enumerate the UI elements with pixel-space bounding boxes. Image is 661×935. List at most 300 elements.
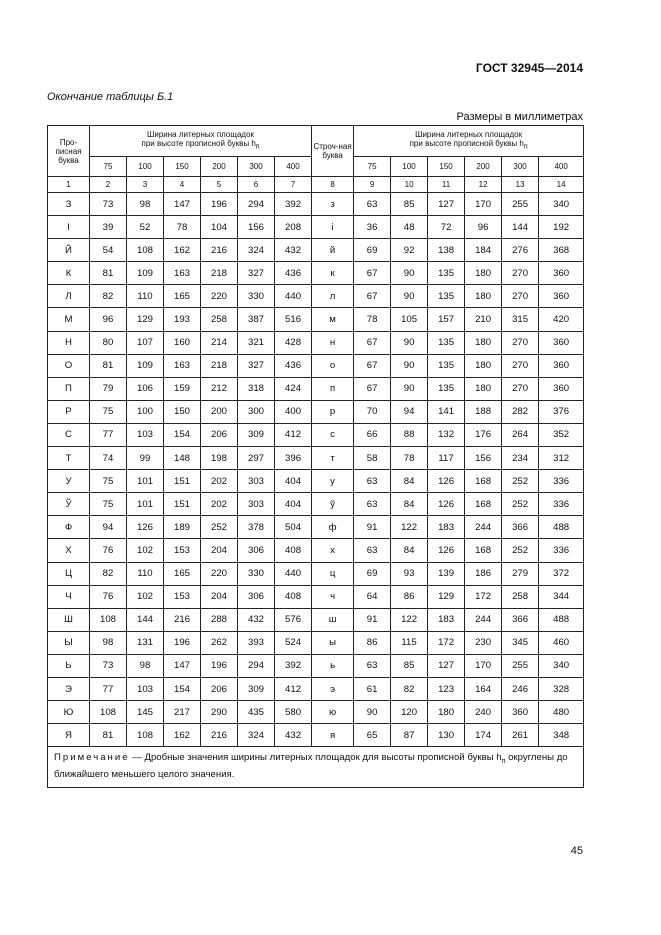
lower-letter-cell: м bbox=[312, 308, 354, 331]
lower-width-cell: 360 bbox=[539, 262, 584, 285]
lower-width-cell: 93 bbox=[391, 562, 428, 585]
upper-width-cell: 145 bbox=[127, 701, 164, 724]
table-row bbox=[48, 423, 584, 446]
lower-width-cell: 192 bbox=[539, 216, 584, 239]
lower-width-cell: 366 bbox=[502, 608, 539, 631]
lower-width-cell: 117 bbox=[428, 447, 465, 470]
document-code: ГОСТ 32945—2014 bbox=[475, 61, 583, 75]
upper-width-cell: 108 bbox=[127, 724, 164, 747]
upper-letter-cell: Т bbox=[48, 447, 90, 470]
upper-width-cell: 196 bbox=[164, 631, 201, 654]
upper-width-cell: 198 bbox=[201, 447, 238, 470]
lower-width-cell: 184 bbox=[465, 239, 502, 262]
upper-width-cell: 147 bbox=[164, 193, 201, 216]
upper-width-cell: 440 bbox=[275, 562, 312, 585]
upper-width-cell: 103 bbox=[127, 677, 164, 700]
upper-width-cell: 52 bbox=[127, 216, 164, 239]
upper-width-cell: 150 bbox=[164, 400, 201, 423]
lower-width-cell: 183 bbox=[428, 516, 465, 539]
upper-width-cell: 516 bbox=[275, 308, 312, 331]
upper-letter-cell: Ф bbox=[48, 516, 90, 539]
upper-width-cell: 220 bbox=[201, 562, 238, 585]
upper-width-cell: 109 bbox=[127, 354, 164, 377]
upper-width-cell: 100 bbox=[127, 400, 164, 423]
lower-width-cell: 92 bbox=[391, 239, 428, 262]
table-row bbox=[48, 216, 584, 239]
upper-width-cell: 412 bbox=[275, 677, 312, 700]
lower-width-cell: 157 bbox=[428, 308, 465, 331]
height-header-cell: 100 bbox=[391, 157, 428, 177]
lower-width-cell: 360 bbox=[502, 701, 539, 724]
upper-width-cell: 196 bbox=[201, 654, 238, 677]
note-text-2: округлены до ближайшего меньшего целого значения. bbox=[54, 752, 568, 781]
upper-width-cell: 318 bbox=[238, 377, 275, 400]
upper-width-cell: 324 bbox=[238, 724, 275, 747]
lower-width-cell: 91 bbox=[354, 608, 391, 631]
lower-width-cell: 270 bbox=[502, 354, 539, 377]
lower-width-cell: 252 bbox=[502, 539, 539, 562]
lower-width-cell: 176 bbox=[465, 423, 502, 446]
upper-width-cell: 163 bbox=[164, 262, 201, 285]
lower-width-cell: 67 bbox=[354, 354, 391, 377]
lower-width-cell: 58 bbox=[354, 447, 391, 470]
lower-width-cell: 360 bbox=[539, 285, 584, 308]
lower-width-cell: 360 bbox=[539, 377, 584, 400]
upper-letter-cell: О bbox=[48, 354, 90, 377]
table-row bbox=[48, 193, 584, 216]
upper-width-cell: 218 bbox=[201, 262, 238, 285]
upper-width-cell: 580 bbox=[275, 701, 312, 724]
upper-width-cell: 218 bbox=[201, 354, 238, 377]
upper-width-cell: 110 bbox=[127, 562, 164, 585]
upper-width-cell: 39 bbox=[90, 216, 127, 239]
column-number-cell: 10 bbox=[391, 177, 428, 193]
lower-width-cell: 360 bbox=[539, 354, 584, 377]
lower-width-cell: 126 bbox=[428, 470, 465, 493]
upper-width-cell: 96 bbox=[90, 308, 127, 331]
upper-width-cell: 163 bbox=[164, 354, 201, 377]
lower-width-cell: 135 bbox=[428, 354, 465, 377]
upper-width-cell: 106 bbox=[127, 377, 164, 400]
lower-letter-cell: ю bbox=[312, 701, 354, 724]
height-header-cell: 200 bbox=[465, 157, 502, 177]
lower-width-cell: 372 bbox=[539, 562, 584, 585]
lower-width-cell: 210 bbox=[465, 308, 502, 331]
lower-width-cell: 84 bbox=[391, 470, 428, 493]
lower-width-cell: 180 bbox=[428, 701, 465, 724]
table-row bbox=[48, 331, 584, 354]
upper-width-cell: 98 bbox=[90, 631, 127, 654]
upper-width-cell: 102 bbox=[127, 585, 164, 608]
upper-width-cell: 290 bbox=[201, 701, 238, 724]
column-number-cell: 1 bbox=[48, 177, 90, 193]
lower-width-cell: 90 bbox=[391, 285, 428, 308]
upper-width-cell: 330 bbox=[238, 562, 275, 585]
upper-width-cell: 81 bbox=[90, 354, 127, 377]
lower-width-cell: 65 bbox=[354, 724, 391, 747]
upper-width-cell: 77 bbox=[90, 423, 127, 446]
lower-width-cell: 48 bbox=[391, 216, 428, 239]
column-number-cell: 2 bbox=[90, 177, 127, 193]
upper-width-cell: 206 bbox=[201, 677, 238, 700]
upper-width-cell: 102 bbox=[127, 539, 164, 562]
lower-width-cell: 352 bbox=[539, 423, 584, 446]
table-row bbox=[48, 308, 584, 331]
lower-letter-cell: ф bbox=[312, 516, 354, 539]
upper-width-cell: 204 bbox=[201, 585, 238, 608]
upper-width-cell: 288 bbox=[201, 608, 238, 631]
table-body bbox=[48, 126, 584, 788]
upper-width-cell: 440 bbox=[275, 285, 312, 308]
upper-width-cell: 432 bbox=[238, 608, 275, 631]
lower-width-cell: 123 bbox=[428, 677, 465, 700]
upper-letter-cell: Ы bbox=[48, 631, 90, 654]
lower-width-cell: 180 bbox=[465, 285, 502, 308]
upper-width-cell: 189 bbox=[164, 516, 201, 539]
lower-width-cell: 270 bbox=[502, 262, 539, 285]
lower-width-cell: 180 bbox=[465, 354, 502, 377]
lower-width-cell: 188 bbox=[465, 400, 502, 423]
upper-width-cell: 162 bbox=[164, 239, 201, 262]
upper-width-cell: 432 bbox=[275, 724, 312, 747]
upper-width-cell: 306 bbox=[238, 539, 275, 562]
upper-letter-cell: П bbox=[48, 377, 90, 400]
lower-width-cell: 270 bbox=[502, 285, 539, 308]
upper-width-cell: 214 bbox=[201, 331, 238, 354]
lower-width-cell: 138 bbox=[428, 239, 465, 262]
column-number-cell: 7 bbox=[275, 177, 312, 193]
lower-width-cell: 141 bbox=[428, 400, 465, 423]
lower-width-cell: 340 bbox=[539, 193, 584, 216]
lower-width-cell: 170 bbox=[465, 193, 502, 216]
height-header-cell: 300 bbox=[238, 157, 275, 177]
table-row bbox=[48, 239, 584, 262]
upper-width-cell: 165 bbox=[164, 562, 201, 585]
lower-width-cell: 126 bbox=[428, 539, 465, 562]
upper-width-cell: 73 bbox=[90, 193, 127, 216]
note-row bbox=[48, 747, 584, 788]
upper-width-cell: 330 bbox=[238, 285, 275, 308]
lower-width-cell: 282 bbox=[502, 400, 539, 423]
lower-width-cell: 344 bbox=[539, 585, 584, 608]
lower-letter-cell: й bbox=[312, 239, 354, 262]
lower-letter-cell: п bbox=[312, 377, 354, 400]
lower-width-cell: 135 bbox=[428, 377, 465, 400]
upper-width-cell: 200 bbox=[201, 400, 238, 423]
height-header-cell: 75 bbox=[354, 157, 391, 177]
upper-letter-cell: Ч bbox=[48, 585, 90, 608]
table-row bbox=[48, 539, 584, 562]
lower-width-cell: 261 bbox=[502, 724, 539, 747]
lower-width-cell: 174 bbox=[465, 724, 502, 747]
column-number-cell: 14 bbox=[539, 177, 584, 193]
upper-width-cell: 504 bbox=[275, 516, 312, 539]
lower-letter-cell: ў bbox=[312, 493, 354, 516]
height-header-cell: 200 bbox=[201, 157, 238, 177]
lower-width-cell: 61 bbox=[354, 677, 391, 700]
upper-width-cell: 303 bbox=[238, 493, 275, 516]
upper-width-cell: 151 bbox=[164, 493, 201, 516]
lower-width-cell: 63 bbox=[354, 654, 391, 677]
upper-width-cell: 306 bbox=[238, 585, 275, 608]
table-row bbox=[48, 608, 584, 631]
upper-width-cell: 75 bbox=[90, 493, 127, 516]
upper-letter-cell: Ў bbox=[48, 493, 90, 516]
height-header-cell: 150 bbox=[164, 157, 201, 177]
lower-width-cell: 127 bbox=[428, 193, 465, 216]
upper-width-cell: 151 bbox=[164, 470, 201, 493]
lower-width-cell: 69 bbox=[354, 239, 391, 262]
width-header-line1: Ширина литерных площадок bbox=[147, 130, 255, 140]
lower-width-cell: 122 bbox=[391, 608, 428, 631]
upper-width-cell: 147 bbox=[164, 654, 201, 677]
upper-width-cell: 327 bbox=[238, 354, 275, 377]
table-row bbox=[48, 354, 584, 377]
lower-width-cell: 240 bbox=[465, 701, 502, 724]
lower-width-cell: 186 bbox=[465, 562, 502, 585]
height-header-cell: 75 bbox=[90, 157, 127, 177]
upper-letter-cell: Л bbox=[48, 285, 90, 308]
lower-letter-cell: э bbox=[312, 677, 354, 700]
upper-width-cell: 297 bbox=[238, 447, 275, 470]
lower-width-cell: 376 bbox=[539, 400, 584, 423]
upper-width-cell: 294 bbox=[238, 654, 275, 677]
lower-width-cell: 135 bbox=[428, 285, 465, 308]
upper-letter-cell: Н bbox=[48, 331, 90, 354]
upper-width-cell: 165 bbox=[164, 285, 201, 308]
lower-width-cell: 170 bbox=[465, 654, 502, 677]
width-header-sub: п bbox=[255, 143, 260, 151]
lower-width-cell: 276 bbox=[502, 239, 539, 262]
lower-letter-cell: н bbox=[312, 331, 354, 354]
upper-width-cell: 82 bbox=[90, 562, 127, 585]
upper-width-cell: 324 bbox=[238, 239, 275, 262]
units-caption: Размеры в миллиметрах bbox=[456, 111, 583, 123]
lower-width-cell: 255 bbox=[502, 193, 539, 216]
upper-width-cell: 327 bbox=[238, 262, 275, 285]
lower-width-cell: 336 bbox=[539, 539, 584, 562]
lower-letter-cell: с bbox=[312, 423, 354, 446]
lower-width-cell: 315 bbox=[502, 308, 539, 331]
lower-width-cell: 180 bbox=[465, 262, 502, 285]
upper-letter-cell: Ь bbox=[48, 654, 90, 677]
table-row bbox=[48, 562, 584, 585]
lower-width-cell: 168 bbox=[465, 493, 502, 516]
upper-width-cell: 54 bbox=[90, 239, 127, 262]
column-number-cell: 9 bbox=[354, 177, 391, 193]
upper-width-cell: 392 bbox=[275, 193, 312, 216]
lower-width-cell: 122 bbox=[391, 516, 428, 539]
lower-letter-cell: л bbox=[312, 285, 354, 308]
upper-width-cell: 76 bbox=[90, 585, 127, 608]
lower-width-cell: 172 bbox=[428, 631, 465, 654]
upper-width-cell: 436 bbox=[275, 262, 312, 285]
upper-width-cell: 99 bbox=[127, 447, 164, 470]
column-number-cell: 8 bbox=[312, 177, 354, 193]
lower-width-cell: 126 bbox=[428, 493, 465, 516]
upper-width-cell: 404 bbox=[275, 470, 312, 493]
lower-width-cell: 86 bbox=[354, 631, 391, 654]
lower-width-cell: 85 bbox=[391, 193, 428, 216]
table-row bbox=[48, 400, 584, 423]
table-caption: Окончание таблицы Б.1 bbox=[47, 91, 174, 103]
lower-width-cell: 420 bbox=[539, 308, 584, 331]
upper-width-cell: 156 bbox=[238, 216, 275, 239]
upper-width-cell: 131 bbox=[127, 631, 164, 654]
upper-width-cell: 435 bbox=[238, 701, 275, 724]
lower-width-cell: 252 bbox=[502, 470, 539, 493]
table-row bbox=[48, 654, 584, 677]
lower-width-cell: 78 bbox=[354, 308, 391, 331]
lower-width-cell: 120 bbox=[391, 701, 428, 724]
upper-width-cell: 262 bbox=[201, 631, 238, 654]
lower-letter-cell: ч bbox=[312, 585, 354, 608]
upper-width-cell: 148 bbox=[164, 447, 201, 470]
lower-letter-cell: ь bbox=[312, 654, 354, 677]
upper-width-cell: 108 bbox=[90, 608, 127, 631]
lower-width-cell: 164 bbox=[465, 677, 502, 700]
lower-letter-cell: о bbox=[312, 354, 354, 377]
upper-width-cell: 524 bbox=[275, 631, 312, 654]
column-number-cell: 4 bbox=[164, 177, 201, 193]
upper-width-cell: 104 bbox=[201, 216, 238, 239]
lower-width-cell: 144 bbox=[502, 216, 539, 239]
lower-width-cell: 63 bbox=[354, 470, 391, 493]
lower-width-cell: 244 bbox=[465, 608, 502, 631]
lower-width-cell: 252 bbox=[502, 493, 539, 516]
lower-width-cell: 86 bbox=[391, 585, 428, 608]
table-row bbox=[48, 724, 584, 747]
upper-width-cell: 154 bbox=[164, 423, 201, 446]
lower-width-cell: 279 bbox=[502, 562, 539, 585]
upper-letter-cell: Й bbox=[48, 239, 90, 262]
lower-width-cell: 345 bbox=[502, 631, 539, 654]
upper-letter-cell: І bbox=[48, 216, 90, 239]
upper-width-cell: 75 bbox=[90, 400, 127, 423]
lower-width-cell: 36 bbox=[354, 216, 391, 239]
table-row bbox=[48, 377, 584, 400]
upper-letter-header: Про-писная буква bbox=[48, 126, 90, 177]
upper-width-cell: 309 bbox=[238, 677, 275, 700]
upper-width-header bbox=[90, 126, 312, 157]
width-header-line2: при высоте прописной буквы h bbox=[141, 139, 256, 149]
upper-width-cell: 81 bbox=[90, 262, 127, 285]
table-row bbox=[48, 447, 584, 470]
column-number-cell: 3 bbox=[127, 177, 164, 193]
upper-width-cell: 392 bbox=[275, 654, 312, 677]
upper-letter-cell: М bbox=[48, 308, 90, 331]
upper-width-cell: 77 bbox=[90, 677, 127, 700]
lower-width-cell: 139 bbox=[428, 562, 465, 585]
lower-letter-cell: ы bbox=[312, 631, 354, 654]
upper-letter-cell: Э bbox=[48, 677, 90, 700]
upper-width-cell: 76 bbox=[90, 539, 127, 562]
upper-width-cell: 162 bbox=[164, 724, 201, 747]
note-label: Примечание bbox=[54, 752, 130, 764]
lower-width-cell: 63 bbox=[354, 493, 391, 516]
width-header-line2: при высоте прописной буквы h bbox=[409, 139, 524, 149]
table-row bbox=[48, 262, 584, 285]
upper-width-cell: 109 bbox=[127, 262, 164, 285]
upper-width-cell: 412 bbox=[275, 423, 312, 446]
lower-width-cell: 78 bbox=[391, 447, 428, 470]
table-note bbox=[48, 747, 584, 788]
upper-width-cell: 294 bbox=[238, 193, 275, 216]
table-row bbox=[48, 285, 584, 308]
upper-width-cell: 81 bbox=[90, 724, 127, 747]
upper-width-cell: 212 bbox=[201, 377, 238, 400]
lower-letter-cell: ш bbox=[312, 608, 354, 631]
lower-width-cell: 234 bbox=[502, 447, 539, 470]
lower-width-cell: 84 bbox=[391, 539, 428, 562]
lower-width-cell: 90 bbox=[391, 262, 428, 285]
upper-letter-cell: Ю bbox=[48, 701, 90, 724]
lower-letter-cell: ц bbox=[312, 562, 354, 585]
lower-width-cell: 180 bbox=[465, 331, 502, 354]
upper-width-cell: 216 bbox=[201, 724, 238, 747]
lower-width-cell: 135 bbox=[428, 331, 465, 354]
lower-width-cell: 348 bbox=[539, 724, 584, 747]
lower-width-cell: 366 bbox=[502, 516, 539, 539]
upper-width-cell: 108 bbox=[127, 239, 164, 262]
upper-width-cell: 220 bbox=[201, 285, 238, 308]
upper-width-cell: 74 bbox=[90, 447, 127, 470]
table-row bbox=[48, 470, 584, 493]
lower-width-cell: 82 bbox=[391, 677, 428, 700]
lower-width-cell: 258 bbox=[502, 585, 539, 608]
lower-width-cell: 460 bbox=[539, 631, 584, 654]
lower-width-cell: 127 bbox=[428, 654, 465, 677]
upper-width-cell: 217 bbox=[164, 701, 201, 724]
upper-width-cell: 98 bbox=[127, 654, 164, 677]
upper-width-cell: 576 bbox=[275, 608, 312, 631]
height-header-cell: 400 bbox=[539, 157, 584, 177]
upper-width-cell: 303 bbox=[238, 470, 275, 493]
lower-width-cell: 336 bbox=[539, 470, 584, 493]
letter-width-table bbox=[47, 125, 584, 788]
table-row bbox=[48, 631, 584, 654]
upper-width-cell: 153 bbox=[164, 585, 201, 608]
lower-width-cell: 255 bbox=[502, 654, 539, 677]
height-header-cell: 150 bbox=[428, 157, 465, 177]
width-header-sub: п bbox=[523, 143, 528, 151]
lower-width-cell: 96 bbox=[465, 216, 502, 239]
lower-letter-cell: т bbox=[312, 447, 354, 470]
upper-width-cell: 196 bbox=[201, 193, 238, 216]
upper-width-cell: 202 bbox=[201, 493, 238, 516]
upper-width-cell: 160 bbox=[164, 331, 201, 354]
lower-width-cell: 270 bbox=[502, 377, 539, 400]
lower-letter-cell: і bbox=[312, 216, 354, 239]
lower-width-cell: 69 bbox=[354, 562, 391, 585]
lower-width-header bbox=[354, 126, 584, 157]
lower-width-cell: 312 bbox=[539, 447, 584, 470]
upper-width-cell: 208 bbox=[275, 216, 312, 239]
upper-letter-cell: К bbox=[48, 262, 90, 285]
upper-width-cell: 202 bbox=[201, 470, 238, 493]
lower-letter-cell: к bbox=[312, 262, 354, 285]
lower-width-cell: 90 bbox=[391, 354, 428, 377]
lower-width-cell: 183 bbox=[428, 608, 465, 631]
upper-width-cell: 404 bbox=[275, 493, 312, 516]
upper-width-cell: 79 bbox=[90, 377, 127, 400]
upper-width-cell: 73 bbox=[90, 654, 127, 677]
lower-width-cell: 87 bbox=[391, 724, 428, 747]
upper-width-cell: 78 bbox=[164, 216, 201, 239]
lower-letter-cell: у bbox=[312, 470, 354, 493]
upper-width-cell: 80 bbox=[90, 331, 127, 354]
lower-width-cell: 64 bbox=[354, 585, 391, 608]
